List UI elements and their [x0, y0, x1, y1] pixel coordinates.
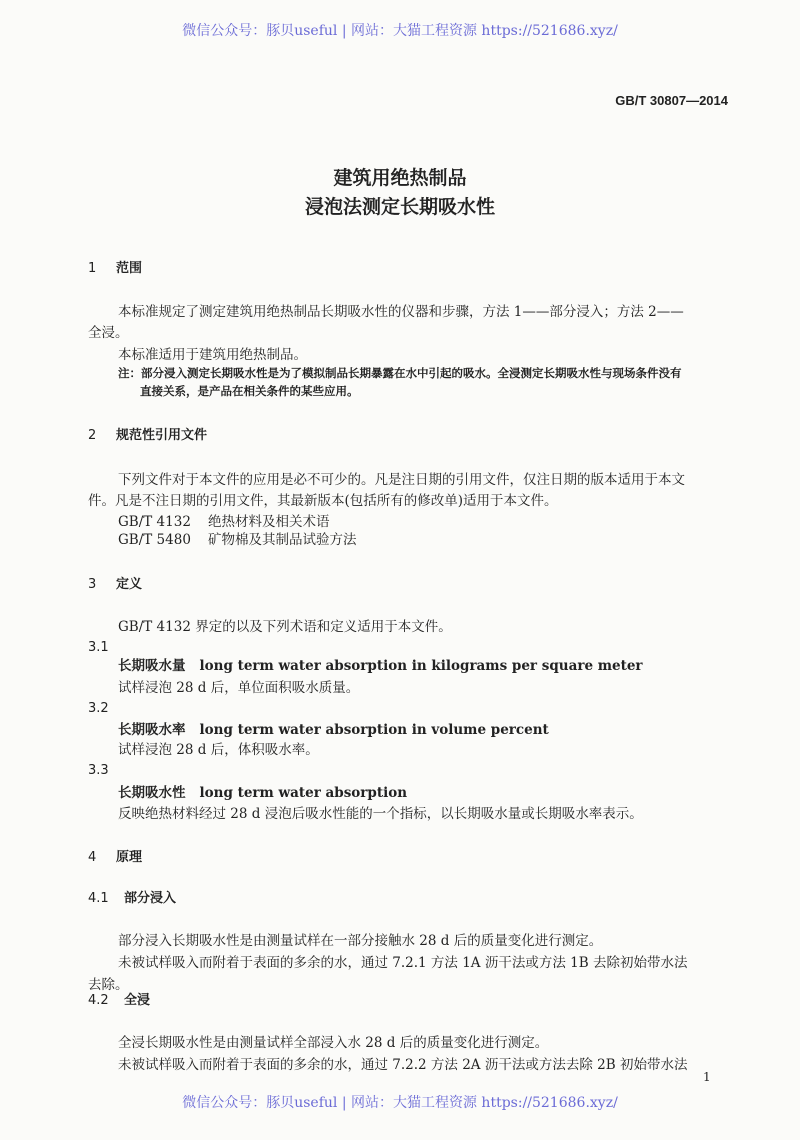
paragraph: 本标准适用于建筑用绝热制品。	[118, 347, 307, 363]
note: 注：部分浸入测定长期吸水性是为了模拟制品长期暴露在水中引起的吸水。全浸测定长期吸水性与现场条件没有	[118, 366, 682, 380]
paragraph: 部分浸入长期吸水性是由测量试样在一部分接触水 28 d 后的质量变化进行测定。	[118, 933, 603, 949]
section-4-1-heading: 4.1 部分浸入	[88, 891, 177, 906]
reference-item: GB/T 5480 矿物棉及其制品试验方法	[118, 532, 357, 548]
paragraph: 未被试样吸入而附着于表面的多余的水，通过 7.2.1 方法 1A 沥干法或方法 1B 去除初始带水法	[118, 955, 688, 971]
paragraph: 件。凡是不注日期的引用文件，其最新版本(包括所有的修改单)适用于本文件。	[88, 493, 558, 509]
term-heading: 长期吸水性 long term water absorption	[118, 785, 408, 801]
note: 直接关系，是产品在相关条件的某些应用。	[140, 384, 359, 398]
title-line-1: 建筑用绝热制品	[333, 167, 467, 189]
section-4-2-heading: 4.2 全浸	[88, 993, 151, 1008]
section-2-heading: 2 规范性引用文件	[88, 428, 208, 443]
term-definition: 试样浸泡 28 d 后，体积吸水率。	[118, 742, 319, 758]
term-number: 3.2	[88, 701, 109, 716]
paragraph: 全浸长期吸水性是由测量试样全部浸入水 28 d 后的质量变化进行测定。	[118, 1035, 549, 1051]
section-3-heading: 3 定义	[88, 577, 143, 592]
paragraph: 下列文件对于本文件的应用是必不可少的。凡是注日期的引用文件，仅注日期的版本适用于本文	[118, 472, 685, 488]
watermark-top: 微信公众号：豚贝useful | 网站：大猫工程资源 https://521686.xyz/	[182, 23, 618, 39]
section-4-heading: 4 原理	[88, 850, 143, 865]
paragraph: GB/T 4132 界定的以及下列术语和定义适用于本文件。	[118, 619, 452, 635]
term-number: 3.3	[88, 763, 109, 778]
term-definition: 反映绝热材料经过 28 d 浸泡后吸水性能的一个指标，以长期吸水量或长期吸水率表示。	[118, 806, 643, 822]
term-definition: 试样浸泡 28 d 后，单位面积吸水质量。	[118, 680, 360, 696]
paragraph: 全浸。	[88, 325, 129, 341]
page-number: 1	[703, 1070, 711, 1084]
standard-number: GB/T 30807—2014	[615, 93, 728, 108]
paragraph: 本标准规定了测定建筑用绝热制品长期吸水性的仪器和步骤，方法 1——部分浸入；方法 2——	[118, 304, 684, 320]
term-heading: 长期吸水量 long term water absorption in kilograms per square meter	[118, 658, 643, 674]
reference-item: GB/T 4132 绝热材料及相关术语	[118, 514, 330, 530]
term-number: 3.1	[88, 640, 109, 655]
term-heading: 长期吸水率 long term water absorption in volume percent	[118, 722, 549, 738]
watermark-bottom: 微信公众号：豚贝useful | 网站：大猫工程资源 https://521686.xyz/	[182, 1095, 618, 1111]
paragraph: 未被试样吸入而附着于表面的多余的水，通过 7.2.2 方法 2A 沥干法或方法去除 2B 初始带水法	[118, 1057, 688, 1073]
section-1-heading: 1 范围	[88, 261, 143, 276]
title-line-2: 浸泡法测定长期吸水性	[304, 196, 495, 218]
paragraph: 去除。	[88, 977, 129, 993]
